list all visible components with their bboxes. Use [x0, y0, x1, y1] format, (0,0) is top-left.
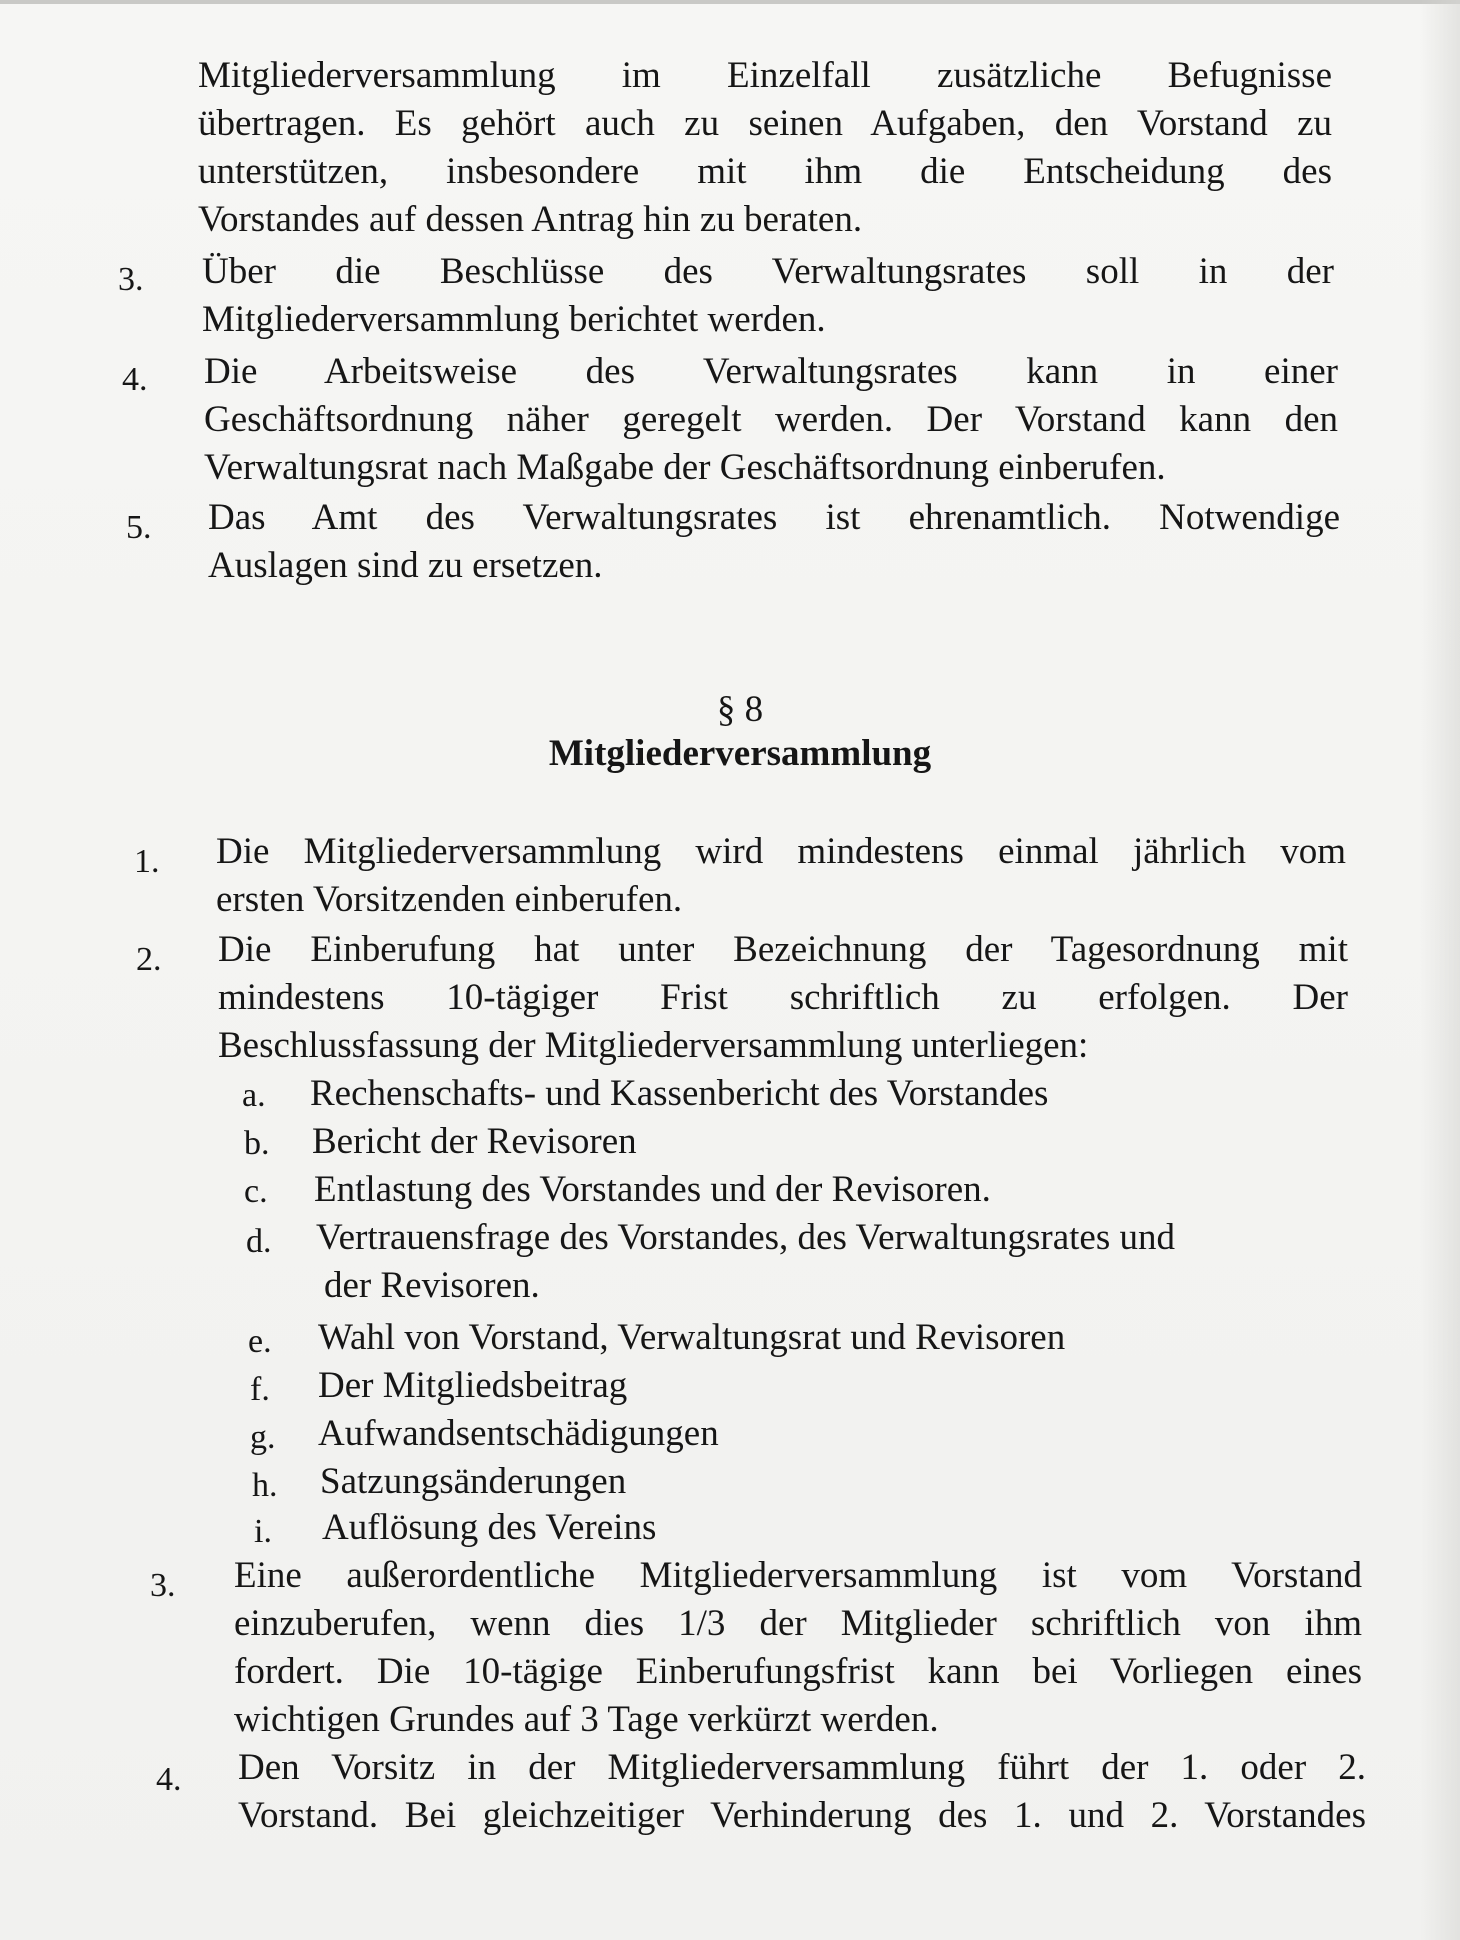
item-line: mindestens 10-tägiger Frist schriftlich zu erfolgen. Der [218, 977, 1348, 1018]
item-line: Das Amt des Verwaltungsrates ist ehrenamtlich. Notwendige [208, 497, 1340, 538]
subitem-line: Rechenschafts- und Kassenbericht des Vorstandes [310, 1073, 1049, 1114]
item-line: Den Vorsitz in der Mitgliederversammlung führt der 1. oder 2. [238, 1747, 1366, 1788]
item-line: Eine außerordentliche Mitgliederversammlung ist vom Vorstand [234, 1555, 1362, 1596]
section-number: § 8 [716, 689, 764, 730]
item-number: 4. [156, 1761, 182, 1798]
item-number: 5. [126, 509, 152, 546]
item-number: 3. [150, 1567, 176, 1604]
subitem-line: Entlastung des Vorstandes und der Revisoren. [314, 1169, 991, 1210]
section-title: Mitgliederversammlung [548, 733, 932, 774]
item-line: Geschäftsordnung näher geregelt werden. Der Vorstand kann den [204, 399, 1338, 440]
subitem-letter: e. [248, 1323, 272, 1360]
item-line: einzuberufen, wenn dies 1/3 der Mitglieder schriftlich von ihm [234, 1603, 1362, 1644]
item-number: 3. [118, 261, 144, 298]
subitem-line: Aufwandsentschädigungen [318, 1413, 719, 1454]
item-line: ersten Vorsitzenden einberufen. [216, 879, 683, 920]
subitem-letter: c. [244, 1173, 268, 1210]
item-line: Mitgliederversammlung berichtet werden. [202, 299, 826, 340]
item-number: 4. [122, 361, 148, 398]
item-line: Über die Beschlüsse des Verwaltungsrates soll in der [202, 251, 1334, 292]
subitem-letter: d. [246, 1223, 272, 1260]
subitem-line: Bericht der Revisoren [312, 1121, 637, 1162]
subitem-line: Satzungsänderungen [320, 1461, 627, 1502]
item-line: Beschlussfassung der Mitgliederversammlung unterliegen: [218, 1025, 1089, 1066]
item-line: Die Einberufung hat unter Bezeichnung der Tagesordnung mit [218, 929, 1348, 970]
subitem-line: Auflösung des Vereins [322, 1507, 657, 1548]
item-line: Verwaltungsrat nach Maßgabe der Geschäftsordnung einberufen. [204, 447, 1166, 488]
item-line: fordert. Die 10-tägige Einberufungsfrist kann bei Vorliegen eines [234, 1651, 1362, 1692]
paragraph-line: unterstützen, insbesondere mit ihm die Entscheidung des [198, 151, 1332, 192]
item-line: Vorstand. Bei gleichzeitiger Verhinderung des 1. und 2. Vorstandes [238, 1795, 1366, 1836]
subitem-letter: f. [250, 1371, 270, 1408]
subitem-line: Der Mitgliedsbeitrag [318, 1365, 628, 1406]
subitem-letter: b. [244, 1125, 270, 1162]
page-edge-shadow [1420, 0, 1460, 1940]
item-line: Auslagen sind zu ersetzen. [208, 545, 603, 586]
page-top-edge [0, 0, 1460, 4]
subitem-line: der Revisoren. [324, 1265, 540, 1306]
subitem-letter: h. [252, 1467, 278, 1504]
subitem-letter: g. [250, 1419, 276, 1456]
subitem-line: Wahl von Vorstand, Verwaltungsrat und Revisoren [318, 1317, 1066, 1358]
paragraph-line: Mitgliederversammlung im Einzelfall zusätzliche Befugnisse [198, 55, 1332, 96]
item-number: 1. [134, 843, 160, 880]
item-line: wichtigen Grundes auf 3 Tage verkürzt werden. [234, 1699, 939, 1740]
subitem-letter: a. [242, 1077, 266, 1114]
paragraph-line: übertragen. Es gehört auch zu seinen Aufgaben, den Vorstand zu [198, 103, 1332, 144]
subitem-line: Vertrauensfrage des Vorstandes, des Verwaltungsrates und [316, 1217, 1176, 1258]
item-line: Die Arbeitsweise des Verwaltungsrates kann in einer [204, 351, 1338, 392]
item-line: Die Mitgliederversammlung wird mindestens einmal jährlich vom [216, 831, 1346, 872]
item-number: 2. [136, 941, 162, 978]
paragraph-line: Vorstandes auf dessen Antrag hin zu beraten. [198, 199, 863, 240]
subitem-letter: i. [254, 1513, 272, 1550]
